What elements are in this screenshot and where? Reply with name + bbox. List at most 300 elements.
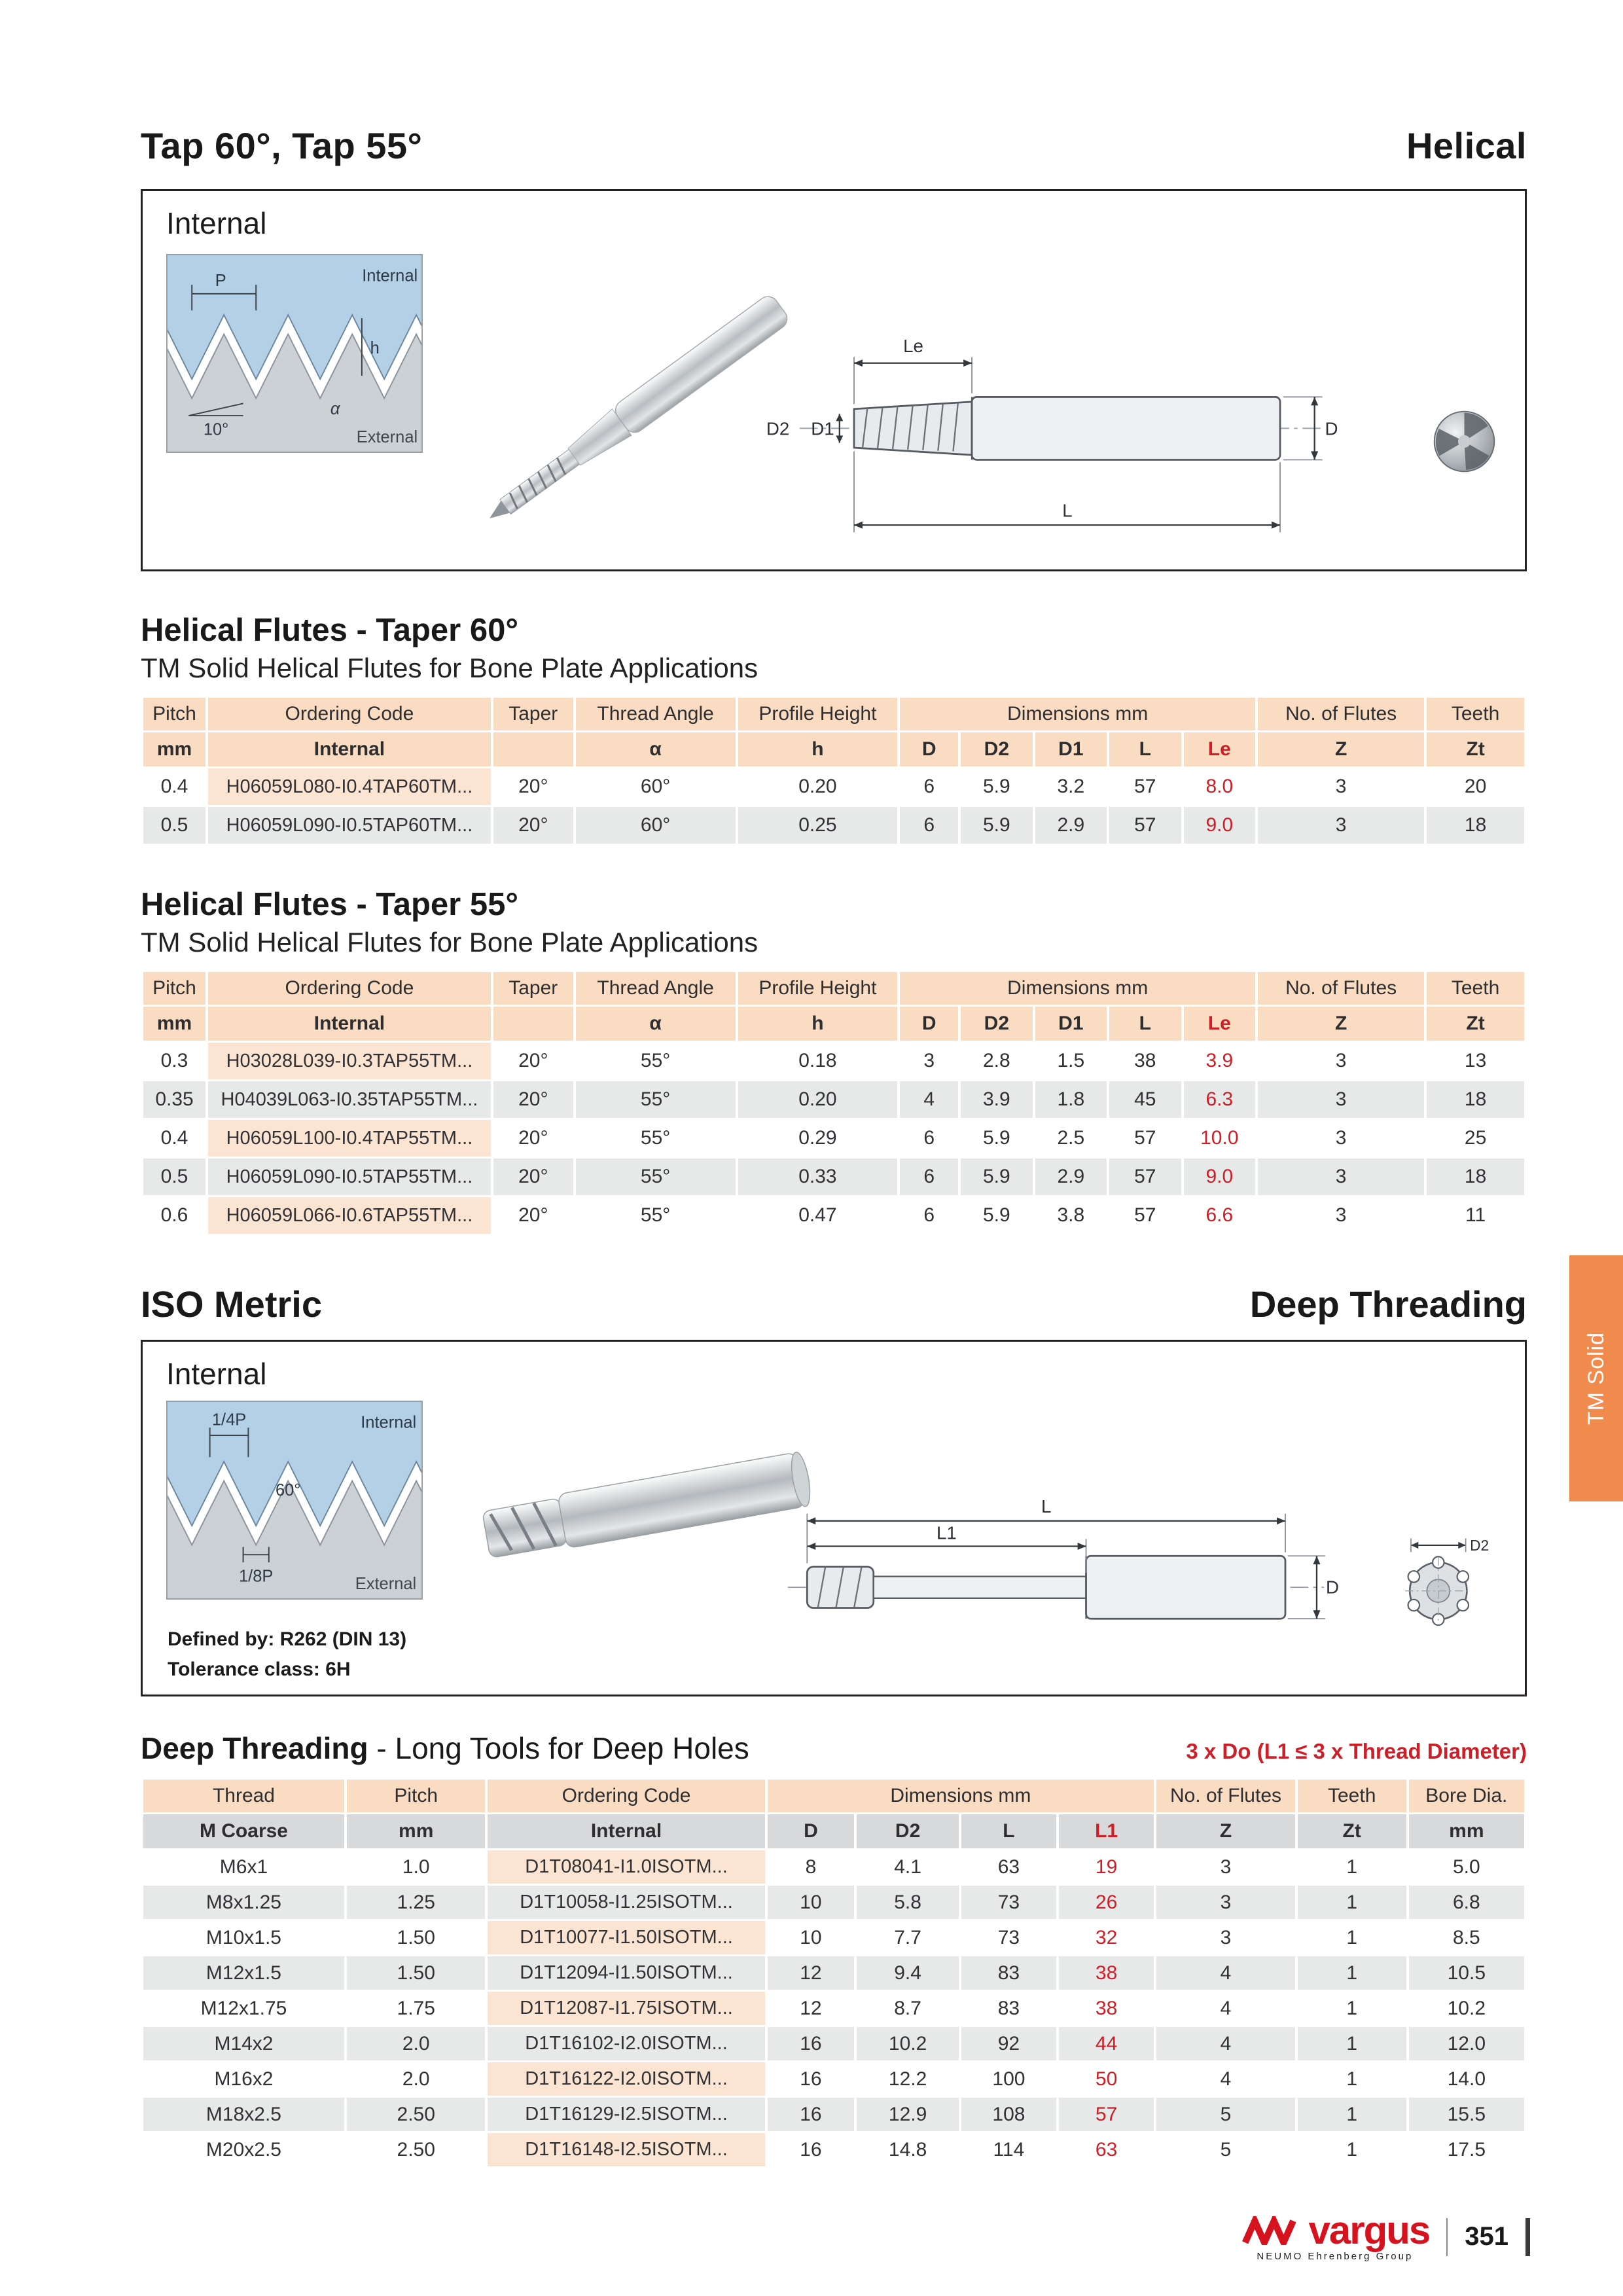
- data-cell: 55°: [576, 1043, 736, 1079]
- data-cell: 3: [900, 1043, 958, 1079]
- dim-label-60deg: 60°: [275, 1481, 301, 1500]
- taper60-table: [141, 696, 1527, 846]
- column-subheader: mm: [143, 1007, 205, 1041]
- footer-edge-bar: [1525, 2218, 1530, 2256]
- data-cell: 63: [961, 1850, 1056, 1884]
- brand-subtitle: NEUMO Ehrenberg Group: [1257, 2251, 1414, 2262]
- table-row: [143, 2098, 1524, 2131]
- ordering-code-cell: D1T16148-I2.5ISOTM...: [488, 2133, 764, 2166]
- data-cell: 38: [1059, 1956, 1154, 1990]
- data-cell: 6: [900, 1120, 958, 1157]
- tolerance-text: Tolerance class: 6H: [168, 1659, 351, 1680]
- column-subheader: M Coarse: [143, 1814, 344, 1848]
- data-cell: 0.29: [738, 1120, 898, 1157]
- dim-label-d: D: [1325, 418, 1338, 439]
- dim-label-le: Le: [903, 336, 923, 357]
- spec-table: [141, 1778, 1527, 2168]
- data-cell: 4: [1156, 1956, 1295, 1990]
- data-cell: 3: [1258, 1120, 1424, 1157]
- data-cell: 1: [1298, 2098, 1406, 2131]
- ordering-code-cell: H03028L039-I0.3TAP55TM...: [208, 1043, 491, 1079]
- column-group-header: Dimensions mm: [900, 698, 1255, 730]
- data-cell: 114: [961, 2133, 1056, 2166]
- deep-threading-heading-row: [141, 1731, 1527, 1766]
- vargus-logo: [1240, 2208, 1430, 2262]
- data-cell: 38: [1109, 1043, 1181, 1079]
- data-cell: 6: [900, 1158, 958, 1195]
- data-cell: 57: [1109, 1197, 1181, 1234]
- table-row: [143, 2062, 1524, 2096]
- data-cell: 6.3: [1184, 1081, 1255, 1118]
- data-cell: 2.50: [347, 2098, 486, 2131]
- data-cell: 4: [900, 1081, 958, 1118]
- data-cell: 5.9: [961, 807, 1032, 844]
- column-subheader: [493, 1007, 573, 1041]
- data-cell: 1.75: [347, 1992, 486, 2025]
- data-cell: 73: [961, 1921, 1056, 1954]
- helical-overview-panel: [141, 189, 1527, 571]
- column-group-header: Thread Angle: [576, 698, 736, 730]
- ordering-code-cell: D1T12094-I1.50ISOTM...: [488, 1956, 764, 1990]
- data-cell: 5.0: [1409, 1850, 1524, 1884]
- section-title: Helical Flutes - Taper 60°: [141, 613, 518, 648]
- data-cell: 5.9: [961, 768, 1032, 805]
- data-cell: 1: [1298, 1886, 1406, 1919]
- data-cell: 55°: [576, 1158, 736, 1195]
- data-cell: 26: [1059, 1886, 1154, 1919]
- data-cell: M20x2.5: [143, 2133, 344, 2166]
- ordering-code-cell: D1T12087-I1.75ISOTM...: [488, 1992, 764, 2025]
- data-cell: 0.6: [143, 1197, 205, 1234]
- dim-label-quarter-p: 1/4P: [211, 1410, 247, 1429]
- data-cell: 57: [1059, 2098, 1154, 2131]
- table-row: [143, 1850, 1524, 1884]
- data-cell: 55°: [576, 1197, 736, 1234]
- data-cell: 8.5: [1409, 1921, 1524, 1954]
- deep-title-bold: Deep Threading: [141, 1731, 368, 1765]
- data-cell: 14.0: [1409, 2062, 1524, 2096]
- deep-threading-title: Deep Threading: [1249, 1283, 1527, 1325]
- data-cell: 12: [768, 1956, 855, 1990]
- table-row: [143, 768, 1524, 805]
- data-cell: 25: [1427, 1120, 1524, 1157]
- profile-internal-label: Internal: [361, 1413, 417, 1432]
- data-cell: 2.9: [1035, 1158, 1107, 1195]
- dim-label-d1: D1: [811, 418, 834, 439]
- data-cell: 6.8: [1409, 1886, 1524, 1919]
- column-subheader: Z: [1258, 1007, 1424, 1041]
- data-cell: 16: [768, 2133, 855, 2166]
- data-cell: 50: [1059, 2062, 1154, 2096]
- dim-label-d2: D2: [1470, 1536, 1489, 1554]
- column-subheader: mm: [1409, 1814, 1524, 1848]
- data-cell: 20°: [493, 807, 573, 844]
- column-subheader: Internal: [208, 732, 491, 766]
- data-cell: 10.2: [857, 2027, 959, 2060]
- data-cell: 60°: [576, 768, 736, 805]
- column-group-header: Bore Dia.: [1409, 1780, 1524, 1812]
- data-cell: 0.5: [143, 1158, 205, 1195]
- column-subheader: Z: [1258, 732, 1424, 766]
- column-subheader: Zt: [1427, 1007, 1524, 1041]
- data-cell: 0.47: [738, 1197, 898, 1234]
- data-cell: 20°: [493, 768, 573, 805]
- section-subtitle: TM Solid Helical Flutes for Bone Plate Applications: [141, 653, 758, 683]
- column-subheader: Zt: [1298, 1814, 1406, 1848]
- data-cell: 3.8: [1035, 1197, 1107, 1234]
- data-cell: 9.4: [857, 1956, 959, 1990]
- data-cell: 20°: [493, 1120, 573, 1157]
- data-cell: 1: [1298, 2133, 1406, 2166]
- ordering-code-cell: D1T16129-I2.5ISOTM...: [488, 2098, 764, 2131]
- column-group-header: Pitch: [143, 972, 205, 1005]
- data-cell: 16: [768, 2062, 855, 2096]
- spec-table: [141, 970, 1527, 1236]
- column-group-header: Profile Height: [738, 698, 898, 730]
- data-cell: 16: [768, 2098, 855, 2131]
- data-cell: 55°: [576, 1120, 736, 1157]
- data-cell: 1.25: [347, 1886, 486, 1919]
- column-subheader: Zt: [1427, 732, 1524, 766]
- section-taper55-heading: [141, 886, 1527, 958]
- data-cell: 18: [1427, 1158, 1524, 1195]
- data-cell: 3: [1156, 1886, 1295, 1919]
- section-subtitle: TM Solid Helical Flutes for Bone Plate Applications: [141, 927, 758, 958]
- profile-external-label: External: [356, 428, 418, 447]
- deep-threading-subtitle: [141, 1731, 749, 1766]
- data-cell: 4.1: [857, 1850, 959, 1884]
- data-cell: 15.5: [1409, 2098, 1524, 2131]
- iso-heading-row: [141, 1283, 1527, 1325]
- column-subheader: α: [576, 732, 736, 766]
- dim-label-h: h: [370, 339, 380, 357]
- column-group-header: Ordering Code: [208, 972, 491, 1005]
- table-row: [143, 2027, 1524, 2060]
- data-cell: 1: [1298, 2027, 1406, 2060]
- defined-by-text: Defined by: R262 (DIN 13): [168, 1628, 407, 1650]
- data-cell: 4: [1156, 1992, 1295, 2025]
- data-cell: 4: [1156, 2027, 1295, 2060]
- column-group-header: No. of Flutes: [1258, 698, 1424, 730]
- data-cell: 4: [1156, 2062, 1295, 2096]
- data-cell: 60°: [576, 807, 736, 844]
- column-group-header: Taper: [493, 972, 573, 1005]
- column-subheader: Internal: [488, 1814, 764, 1848]
- column-subheader: D1: [1035, 1007, 1107, 1041]
- dim-label-eighth-p: 1/8P: [238, 1567, 274, 1586]
- table-row: [143, 1120, 1524, 1157]
- data-cell: 1.50: [347, 1956, 486, 1990]
- column-group-header: Pitch: [347, 1780, 486, 1812]
- data-cell: 3: [1258, 1158, 1424, 1195]
- table-group-header-row: [143, 698, 1524, 730]
- table-row: [143, 1921, 1524, 1954]
- data-cell: 2.9: [1035, 807, 1107, 844]
- data-cell: 12.2: [857, 2062, 959, 2096]
- data-cell: 5.9: [961, 1197, 1032, 1234]
- data-cell: 3: [1258, 807, 1424, 844]
- data-cell: 8: [768, 1850, 855, 1884]
- data-cell: 7.7: [857, 1921, 959, 1954]
- table-row: [143, 1956, 1524, 1990]
- spec-table: [141, 696, 1527, 846]
- data-cell: 10.0: [1184, 1120, 1255, 1157]
- taper55-table: [141, 970, 1527, 1236]
- dim-label-p: P: [215, 272, 226, 291]
- data-cell: 16: [768, 2027, 855, 2060]
- data-cell: 2.50: [347, 2133, 486, 2166]
- data-cell: 57: [1109, 807, 1181, 844]
- data-cell: 2.0: [347, 2062, 486, 2096]
- data-cell: 1: [1298, 1956, 1406, 1990]
- section-title: Helical Flutes - Taper 55°: [141, 887, 518, 922]
- column-subheader: D2: [961, 732, 1032, 766]
- column-subheader: D2: [961, 1007, 1032, 1041]
- table-subheader-row: [143, 732, 1524, 766]
- data-cell: 8.7: [857, 1992, 959, 2025]
- data-cell: 0.3: [143, 1043, 205, 1079]
- data-cell: 2.0: [347, 2027, 486, 2060]
- column-group-header: Pitch: [143, 698, 205, 730]
- profile-definition-note: [168, 1624, 406, 1685]
- data-cell: 3: [1258, 1197, 1424, 1234]
- ordering-code-cell: H06059L066-I0.6TAP55TM...: [208, 1197, 491, 1234]
- data-cell: 3: [1258, 1081, 1424, 1118]
- dim-label-l: L: [1041, 1496, 1052, 1516]
- column-subheader: L: [1109, 732, 1181, 766]
- data-cell: 12: [768, 1992, 855, 2025]
- column-group-header: Dimensions mm: [900, 972, 1255, 1005]
- dim-label-l1: L1: [936, 1522, 957, 1543]
- data-cell: 73: [961, 1886, 1056, 1919]
- data-cell: 12.9: [857, 2098, 959, 2131]
- dim-label-10deg: 10°: [203, 420, 229, 439]
- iso-thread-profile-diagram: [166, 1401, 423, 1600]
- column-subheader: mm: [347, 1814, 486, 1848]
- data-cell: 1: [1298, 1992, 1406, 2025]
- data-cell: 1: [1298, 1921, 1406, 1954]
- data-cell: 3.9: [1184, 1043, 1255, 1079]
- table-row: [143, 807, 1524, 844]
- data-cell: 18: [1427, 1081, 1524, 1118]
- column-subheader: Le: [1184, 1007, 1255, 1041]
- data-cell: 63: [1059, 2133, 1154, 2166]
- data-cell: 55°: [576, 1081, 736, 1118]
- data-cell: 6.6: [1184, 1197, 1255, 1234]
- dim-label-alpha: α: [330, 400, 340, 419]
- data-cell: 83: [961, 1992, 1056, 2025]
- table-row: [143, 1197, 1524, 1234]
- column-subheader: D: [900, 1007, 958, 1041]
- data-cell: 3: [1156, 1850, 1295, 1884]
- data-cell: 57: [1109, 768, 1181, 805]
- data-cell: 19: [1059, 1850, 1154, 1884]
- data-cell: M10x1.5: [143, 1921, 344, 1954]
- column-group-header: Teeth: [1427, 972, 1524, 1005]
- page-title-right: Helical: [1406, 125, 1527, 166]
- internal-label: Internal: [166, 1357, 267, 1391]
- data-cell: 6: [900, 1197, 958, 1234]
- data-cell: 5: [1156, 2098, 1295, 2131]
- ordering-code-cell: D1T10077-I1.50ISOTM...: [488, 1921, 764, 1954]
- page-number: 351: [1465, 2222, 1508, 2251]
- ordering-code-cell: D1T08041-I1.0ISOTM...: [488, 1850, 764, 1884]
- dim-label-d2: D2: [766, 418, 790, 439]
- data-cell: 2.8: [961, 1043, 1032, 1079]
- data-cell: 1: [1298, 2062, 1406, 2096]
- data-cell: 6: [900, 768, 958, 805]
- data-cell: 5.8: [857, 1886, 959, 1919]
- table-row: [143, 1158, 1524, 1195]
- data-cell: 32: [1059, 1921, 1154, 1954]
- data-cell: 92: [961, 2027, 1056, 2060]
- column-group-header: Thread Angle: [576, 972, 736, 1005]
- table-row: [143, 1992, 1524, 2025]
- data-cell: M12x1.5: [143, 1956, 344, 1990]
- column-subheader: D: [900, 732, 958, 766]
- ordering-code-cell: H06059L100-I0.4TAP55TM...: [208, 1120, 491, 1157]
- data-cell: 10.2: [1409, 1992, 1524, 2025]
- deep-threading-table: [141, 1778, 1527, 2168]
- ordering-code-cell: D1T16102-I2.0ISOTM...: [488, 2027, 764, 2060]
- data-cell: 0.20: [738, 768, 898, 805]
- section-taper60-heading: [141, 612, 1527, 684]
- data-cell: 1.5: [1035, 1043, 1107, 1079]
- data-cell: 5: [1156, 2133, 1295, 2166]
- ordering-code-cell: H06059L090-I0.5TAP55TM...: [208, 1158, 491, 1195]
- thread-profile-diagram: [166, 254, 423, 453]
- column-subheader: mm: [143, 732, 205, 766]
- column-group-header: No. of Flutes: [1258, 972, 1424, 1005]
- data-cell: 17.5: [1409, 2133, 1524, 2166]
- data-cell: 5.9: [961, 1158, 1032, 1195]
- data-cell: 6: [900, 807, 958, 844]
- table-subheader-row: [143, 1814, 1524, 1848]
- profile-external-label: External: [355, 1575, 417, 1594]
- column-subheader: D: [768, 1814, 855, 1848]
- data-cell: 3: [1258, 1043, 1424, 1079]
- table-subheader-row: [143, 1007, 1524, 1041]
- data-cell: 45: [1109, 1081, 1181, 1118]
- column-subheader: [493, 732, 573, 766]
- table-row: [143, 1043, 1524, 1079]
- iso-tool-dimension-drawing: [751, 1496, 1344, 1683]
- iso-overview-panel: [141, 1340, 1527, 1696]
- table-row: [143, 2133, 1524, 2166]
- data-cell: 38: [1059, 1992, 1154, 2025]
- column-subheader: D2: [857, 1814, 959, 1848]
- column-group-header: Dimensions mm: [768, 1780, 1154, 1812]
- page-title-bar: [141, 124, 1527, 167]
- column-group-header: Taper: [493, 698, 573, 730]
- column-subheader: Internal: [208, 1007, 491, 1041]
- data-cell: 1.8: [1035, 1081, 1107, 1118]
- data-cell: 11: [1427, 1197, 1524, 1234]
- data-cell: 0.33: [738, 1158, 898, 1195]
- data-cell: 20°: [493, 1043, 573, 1079]
- column-group-header: Teeth: [1298, 1780, 1406, 1812]
- column-group-header: Ordering Code: [488, 1780, 764, 1812]
- column-subheader: L: [1109, 1007, 1181, 1041]
- data-cell: 10.5: [1409, 1956, 1524, 1990]
- data-cell: 83: [961, 1956, 1056, 1990]
- data-cell: 3.9: [961, 1081, 1032, 1118]
- data-cell: 13: [1427, 1043, 1524, 1079]
- data-cell: 57: [1109, 1120, 1181, 1157]
- page-content: [141, 124, 1527, 2168]
- data-cell: 9.0: [1184, 807, 1255, 844]
- data-cell: 0.4: [143, 1120, 205, 1157]
- data-cell: M16x2: [143, 2062, 344, 2096]
- data-cell: 0.20: [738, 1081, 898, 1118]
- data-cell: M6x1: [143, 1850, 344, 1884]
- data-cell: 100: [961, 2062, 1056, 2096]
- data-cell: 14.8: [857, 2133, 959, 2166]
- data-cell: 2.5: [1035, 1120, 1107, 1157]
- column-group-header: Profile Height: [738, 972, 898, 1005]
- internal-label: Internal: [166, 206, 267, 240]
- data-cell: 108: [961, 2098, 1056, 2131]
- data-cell: 44: [1059, 2027, 1154, 2060]
- data-cell: 20°: [493, 1081, 573, 1118]
- data-cell: 0.35: [143, 1081, 205, 1118]
- tool-dimension-drawing: [751, 289, 1344, 551]
- data-cell: 10: [768, 1921, 855, 1954]
- column-group-header: Teeth: [1427, 698, 1524, 730]
- ordering-code-cell: H06059L080-I0.4TAP60TM...: [208, 768, 491, 805]
- column-subheader: h: [738, 732, 898, 766]
- column-subheader: L1: [1059, 1814, 1154, 1848]
- data-cell: M8x1.25: [143, 1886, 344, 1919]
- column-subheader: Z: [1156, 1814, 1295, 1848]
- table-group-header-row: [143, 972, 1524, 1005]
- ordering-code-cell: H04039L063-I0.35TAP55TM...: [208, 1081, 491, 1118]
- deep-title-rest: - Long Tools for Deep Holes: [368, 1731, 749, 1765]
- data-cell: 20°: [493, 1158, 573, 1195]
- dim-label-d: D: [1325, 1577, 1339, 1598]
- data-cell: 0.25: [738, 807, 898, 844]
- side-tab-label: TM Solid: [1583, 1331, 1609, 1426]
- column-group-header: Thread: [143, 1780, 344, 1812]
- iso-tool-end-view: [1400, 1532, 1492, 1630]
- column-group-header: Ordering Code: [208, 698, 491, 730]
- dim-label-l: L: [1062, 500, 1073, 521]
- data-cell: M14x2: [143, 2027, 344, 2060]
- data-cell: 20°: [493, 1197, 573, 1234]
- table-row: [143, 1081, 1524, 1118]
- page-footer: [1240, 2208, 1530, 2262]
- column-subheader: D1: [1035, 732, 1107, 766]
- data-cell: 57: [1109, 1158, 1181, 1195]
- data-cell: 1: [1298, 1850, 1406, 1884]
- brand-name: vargus: [1308, 2208, 1430, 2252]
- iso-title: ISO Metric: [141, 1283, 322, 1325]
- data-cell: M18x2.5: [143, 2098, 344, 2131]
- data-cell: 0.4: [143, 768, 205, 805]
- column-subheader: Le: [1184, 732, 1255, 766]
- data-cell: 20: [1427, 768, 1524, 805]
- ordering-code-cell: D1T10058-I1.25ISOTM...: [488, 1886, 764, 1919]
- data-cell: M12x1.75: [143, 1992, 344, 2025]
- vargus-zigzag-icon: [1240, 2216, 1303, 2245]
- data-cell: 10: [768, 1886, 855, 1919]
- tool-end-view: [1430, 407, 1499, 476]
- column-subheader: L: [961, 1814, 1056, 1848]
- profile-internal-label: Internal: [362, 266, 418, 285]
- data-cell: 1.0: [347, 1850, 486, 1884]
- page-title-left: Tap 60°, Tap 55°: [141, 125, 423, 166]
- data-cell: 18: [1427, 807, 1524, 844]
